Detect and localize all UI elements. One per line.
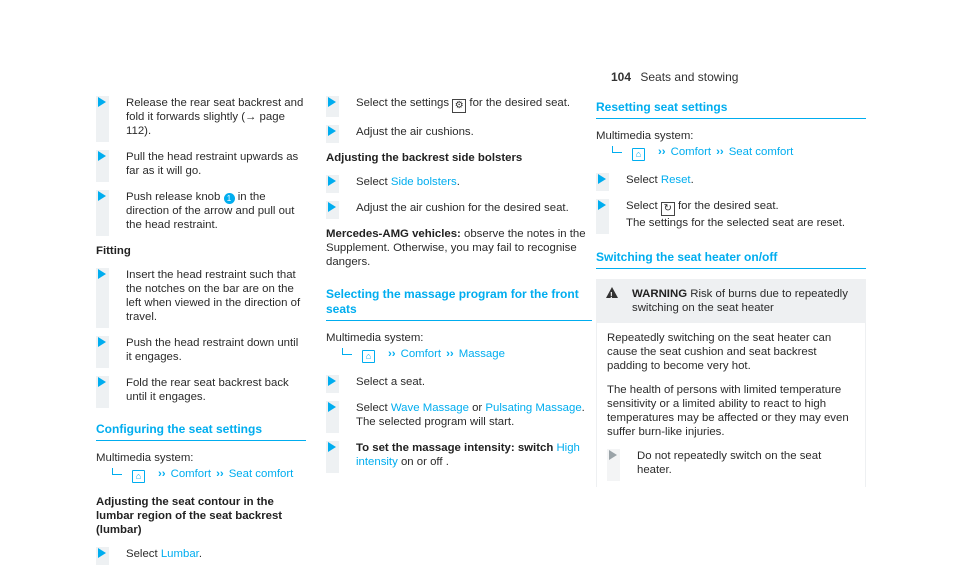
step-text: Push the head restraint down until it engages.	[126, 337, 299, 363]
reset-icon: ↻	[661, 202, 675, 216]
step-text: The selected program will start.	[356, 416, 515, 428]
step-item: Select Side bolsters.	[326, 175, 592, 189]
step-item	[596, 199, 866, 230]
menu-path	[112, 467, 306, 483]
step-text: or	[472, 402, 483, 414]
section-title: Seats and stowing	[640, 70, 739, 84]
path-item-comfort[interactable]: Comfort	[170, 468, 212, 480]
step-item	[96, 376, 306, 404]
step-text: Adjust the air cushion for the desired seat.	[356, 202, 569, 214]
step-text: for the desired seat.	[469, 97, 571, 109]
path-item-seat-comfort[interactable]: Seat comfort	[728, 146, 794, 158]
step-text: The settings for the selected seat are reset.	[626, 217, 846, 229]
step-item: Select Reset.	[596, 173, 866, 187]
warning-triangle-icon: !	[606, 287, 618, 298]
step-text: on or off .	[400, 456, 449, 468]
step-arrow-icon	[328, 402, 336, 412]
multimedia-label: Multimedia system:	[96, 452, 194, 464]
step-item	[607, 449, 855, 477]
step-arrow-icon	[98, 337, 106, 347]
step-item	[96, 268, 306, 324]
home-icon: ⌂	[632, 148, 645, 161]
amg-title: Mercedes-AMG vehicles:	[326, 228, 461, 240]
pulsating-massage-link[interactable]: Pulsating Massage	[485, 402, 582, 414]
step-text: Do not repeatedly switch on the seat heater.	[637, 450, 822, 476]
chevron-right-icon: ››	[658, 146, 666, 158]
step-text: Fold the rear seat backrest back until it engages.	[126, 377, 289, 403]
bolsters-title: Adjusting the backrest side bolsters	[326, 152, 523, 164]
lumbar-link[interactable]: Lumbar	[160, 548, 199, 560]
step-text: Select the settings	[356, 97, 450, 109]
section-heading-massage: Selecting the massage program for the front seats	[326, 287, 592, 321]
step-item: Select Wave Massage or Pulsating Massage. The selected program will start.	[326, 401, 592, 429]
step-item	[96, 190, 306, 232]
step-arrow-icon	[598, 200, 606, 210]
step-text: Select	[356, 176, 388, 188]
step-arrow-icon	[328, 126, 336, 136]
step-text: Select	[126, 548, 158, 560]
release-knob-icon: 1	[224, 193, 235, 204]
warning-title: WARNING	[632, 288, 688, 300]
step-arrow-icon	[98, 269, 106, 279]
page-number: 104	[611, 70, 632, 84]
chevron-right-icon: ››	[388, 348, 396, 360]
path-item-massage[interactable]: Massage	[458, 348, 505, 360]
step-item	[326, 201, 592, 215]
step-text: Release the rear seat backrest and fold it forwards slightly (→ page 112).	[126, 97, 304, 137]
multimedia-label: Multimedia system:	[596, 130, 694, 142]
step-text: Adjust the air cushions.	[356, 126, 474, 138]
step-item	[326, 96, 592, 113]
path-item-comfort[interactable]: Comfort	[400, 348, 442, 360]
section-heading-heater: Switching the seat heater on/off	[596, 250, 866, 269]
step-item	[96, 150, 306, 178]
step-item	[326, 125, 592, 139]
step-text: Select	[626, 174, 658, 186]
chevron-right-icon: ››	[716, 146, 724, 158]
path-hook-icon	[342, 348, 352, 355]
step-text: Select	[626, 200, 658, 212]
step-item	[326, 441, 592, 469]
home-icon: ⌂	[132, 470, 145, 483]
warning-header	[596, 279, 866, 323]
warning-body	[597, 323, 865, 487]
warning-paragraph: Repeatedly switching on the seat heater can cause the seat cushion and seat backrest padding to become very hot.	[607, 332, 832, 372]
path-item-comfort[interactable]: Comfort	[670, 146, 712, 158]
step-text: To set the massage intensity: switch	[356, 442, 554, 454]
column-3	[596, 96, 866, 488]
step-item	[96, 547, 306, 561]
chevron-right-icon: ››	[158, 468, 166, 480]
warning-box	[596, 279, 866, 487]
reset-link[interactable]: Reset	[660, 174, 691, 186]
step-arrow-icon	[328, 97, 336, 107]
high-intensity-link[interactable]: High intensity	[356, 442, 580, 468]
step-arrow-icon	[98, 151, 106, 161]
menu-path	[342, 347, 592, 363]
chevron-right-icon: ››	[216, 468, 224, 480]
step-text: Insert the head restraint such that the notches on the bar are on the left when viewed in the direction of travel.	[126, 269, 301, 323]
side-bolsters-link[interactable]: Side bolsters	[390, 176, 457, 188]
menu-path	[612, 145, 866, 161]
step-arrow-icon	[328, 176, 336, 186]
column-2	[326, 96, 592, 481]
step-arrow-icon	[598, 174, 606, 184]
step-arrow-icon	[609, 450, 617, 460]
warning-paragraph: The health of persons with limited temperature sensitivity or a limited ability to react to high temperatures may be affected or they may even suffer burn-like injuries.	[607, 384, 849, 438]
lumbar-title: Adjusting the seat contour in the lumbar region of the seat backrest (lumbar)	[96, 496, 283, 536]
step-text: Pull the head restraint upwards as far as it will go.	[126, 151, 299, 177]
step-text: for the desired seat.	[678, 200, 779, 212]
punctuation: .	[198, 548, 203, 560]
column-1	[96, 96, 306, 573]
step-text: in the direction of the arrow and pull out the head restraint.	[126, 191, 295, 231]
step-arrow-icon	[98, 97, 106, 107]
step-arrow-icon	[328, 202, 336, 212]
fitting-title: Fitting	[96, 245, 131, 257]
amg-text: observe the notes in the Supplement. Otherwise, you may fail to recognise dangers.	[326, 228, 586, 268]
warning-head-text: Risk of burns due to repeatedly switching on the seat heater	[632, 288, 848, 314]
path-item-seat-comfort[interactable]: Seat comfort	[228, 468, 294, 480]
chevron-right-icon: ››	[446, 348, 454, 360]
page-header	[611, 70, 738, 84]
step-arrow-icon	[98, 377, 106, 387]
wave-massage-link[interactable]: Wave Massage	[390, 402, 469, 414]
section-heading-resetting: Resetting seat settings	[596, 100, 866, 119]
step-item	[96, 96, 306, 138]
step-text: Push release knob	[126, 191, 221, 203]
step-arrow-icon	[98, 191, 106, 201]
path-hook-icon	[112, 468, 122, 475]
step-arrow-icon	[328, 442, 336, 452]
section-heading-configuring: Configuring the seat settings	[96, 422, 306, 441]
amg-note	[326, 227, 592, 269]
home-icon: ⌂	[362, 350, 375, 363]
step-item	[96, 336, 306, 364]
step-text: Select a seat.	[356, 376, 426, 388]
multimedia-label: Multimedia system:	[326, 332, 424, 344]
step-arrow-icon	[98, 548, 106, 558]
settings-gear-icon: ⚙	[452, 99, 466, 113]
path-hook-icon	[612, 146, 622, 153]
step-arrow-icon	[328, 376, 336, 386]
step-item	[326, 375, 592, 389]
step-text: Select	[356, 402, 388, 414]
